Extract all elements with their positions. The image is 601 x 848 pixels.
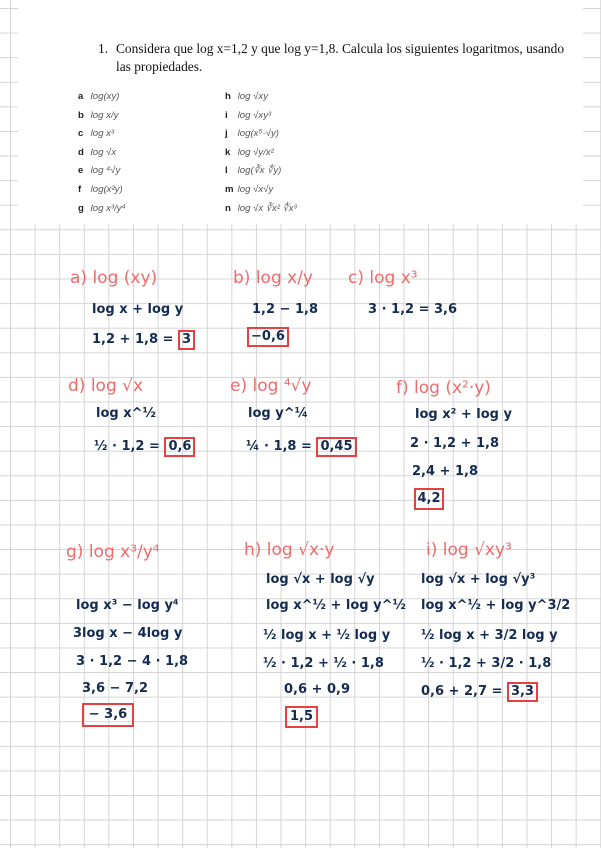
solution-i-step: ½ · 1,2 + 3/2 · 1,8 (421, 656, 552, 671)
solution-g-heading: g) log x³/y⁴ (66, 542, 160, 562)
exercise-item: b log x/y (78, 109, 119, 121)
solution-f-step: 2 · 1,2 + 1,8 (410, 436, 500, 451)
solution-i-heading: i) log √xy³ (426, 540, 512, 560)
exercise-list-left (78, 88, 126, 218)
exercise-item: a log(xy) (78, 91, 120, 102)
solution-c-step: 3 · 1,2 = 3,6 (368, 302, 458, 317)
solution-h-heading: h) log √x·y (244, 540, 335, 560)
problem-number: 1. (98, 41, 109, 56)
solution-b-step: 1,2 − 1,8 (252, 302, 319, 317)
answer-box-h: 1,5 (285, 706, 318, 728)
answer-box-d: 0,6 (164, 437, 195, 457)
exercise-item: k log √y/x² (225, 146, 274, 158)
solution-i-step: ½ log x + 3/2 log y (421, 628, 558, 643)
exercise-item: f log(x²y) (78, 183, 123, 195)
answer-box-a: 3 (178, 330, 195, 350)
solution-f-step: log x² + log y (415, 407, 512, 422)
exercise-item: i log √xy³ (225, 109, 272, 121)
exercise-item: e log ⁴√y (78, 165, 121, 177)
problem-statement (98, 40, 568, 76)
exercise-item: l log(∛x ∜y) (225, 165, 282, 177)
answer-box-i: 3,3 (507, 682, 538, 702)
solution-g-step: log x³ − log y⁴ (76, 598, 179, 613)
solution-h-step: 0,6 + 0,9 (284, 682, 351, 697)
answer-box-e: 0,45 (316, 437, 356, 457)
solution-h-step: log √x + log √y (266, 572, 375, 587)
exercise-item: n log √x ∛x² ∜x³ (225, 202, 297, 214)
solution-a-heading: a) log (xy) (70, 268, 158, 288)
solution-e-heading: e) log ⁴√y (230, 376, 312, 396)
problem-sheet (18, 0, 583, 224)
answer-box-g: − 3,6 (82, 703, 134, 727)
solution-a-step: 1,2 + 1,8 = 3 (92, 330, 195, 350)
exercise-item: g log x³/y⁴ (78, 202, 126, 214)
exercise-list-right (225, 88, 297, 218)
solution-i-step: log √x + log √y³ (421, 572, 536, 587)
exercise-item: j log(x⁵·√y) (225, 128, 279, 140)
exercise-item: d log √x (78, 146, 117, 158)
solution-h-step: ½ · 1,2 + ½ · 1,8 (263, 656, 384, 671)
solution-g-step: 3,6 − 7,2 (82, 681, 149, 696)
exercise-item: c log x³ (78, 128, 115, 140)
solution-d-heading: d) log √x (68, 376, 144, 396)
answer-box-b: −0,6 (247, 327, 289, 347)
solution-e-step: log y^¼ (248, 406, 309, 421)
solution-f-step: 2,4 + 1,8 (412, 464, 479, 479)
solution-g-step: 3log x − 4log y (73, 626, 183, 641)
problem-text: Considera que log x=1,2 y que log y=1,8. Calcula los siguientes logaritmos, usando las propiedades. (116, 41, 565, 74)
solution-c-heading: c) log x³ (348, 268, 418, 288)
solution-h-step: log x^½ + log y^½ (266, 598, 406, 613)
solution-b-heading: b) log x/y (233, 268, 313, 288)
solution-i-step: log x^½ + log y^3/2 (421, 598, 571, 613)
solution-a-step: log x + log y (92, 302, 184, 317)
answer-box-f: 4,2 (414, 488, 444, 510)
solution-i-step: 0,6 + 2,7 = 3,3 (421, 682, 538, 702)
solution-g-step: 3 · 1,2 − 4 · 1,8 (76, 654, 189, 669)
solution-e-step: ¼ · 1,8 = 0,45 (246, 437, 357, 457)
solution-h-step: ½ log x + ½ log y (263, 628, 391, 643)
solution-d-step: ½ · 1,2 = 0,6 (94, 437, 195, 457)
exercise-item: h log √xy (225, 91, 268, 102)
solution-f-heading: f) log (x²·y) (396, 378, 491, 398)
exercise-item: m log √x√y (225, 183, 274, 195)
solution-d-step: log x^½ (96, 406, 156, 421)
